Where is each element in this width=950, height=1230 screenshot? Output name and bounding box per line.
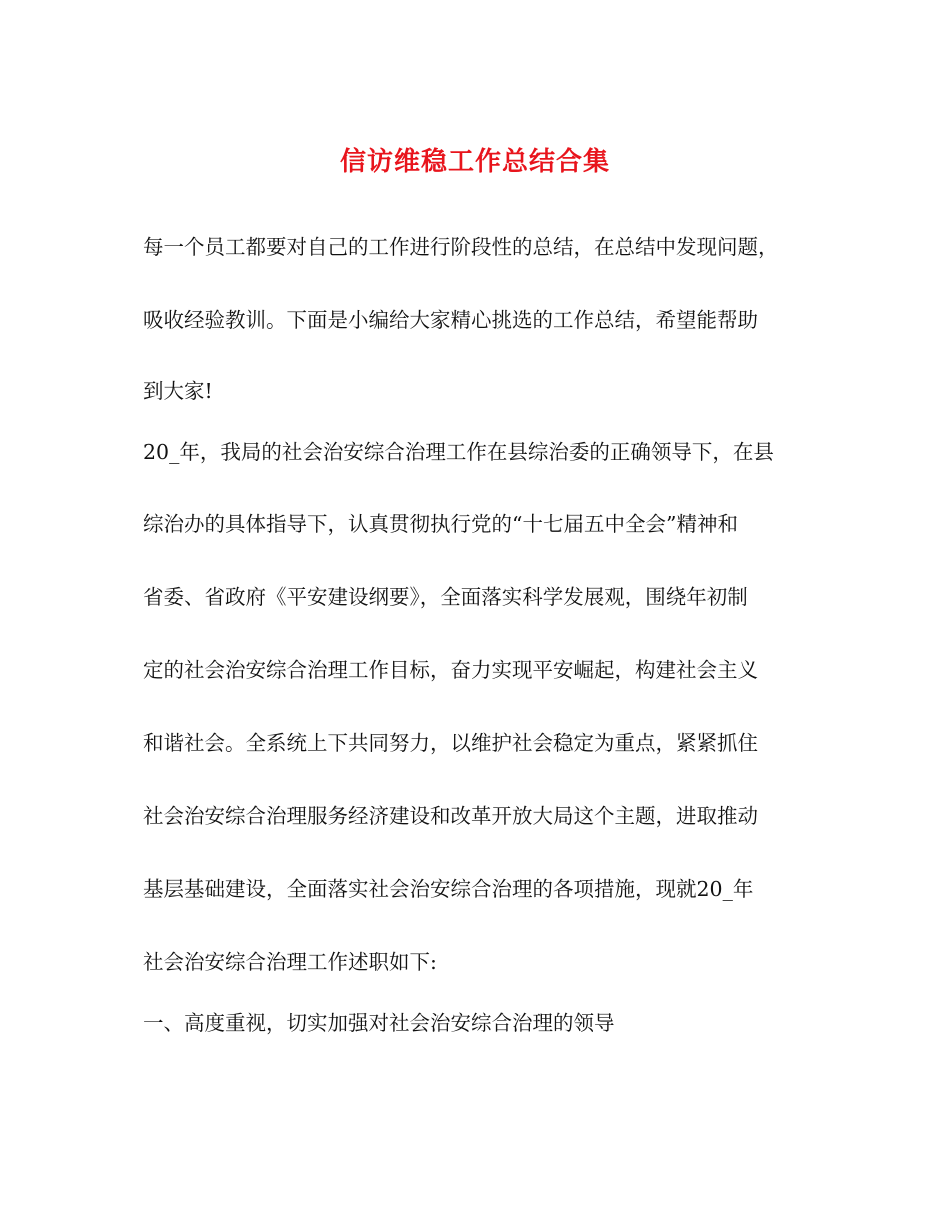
body-line-6: 省委、省政府《平安建设纲要》，全面落实科学发展观，围绕年初制	[143, 585, 748, 609]
body-line-5: 综治办的具体指导下，认真贯彻执行党的“十七届五中全会”精神和	[143, 512, 738, 536]
body-line-11: 社会治安综合治理工作述职如下:	[143, 950, 437, 974]
body-line-4: 20_年，我局的社会治安综合治理工作在县综治委的正确领导下，在县	[143, 440, 774, 464]
document-title: 信访维稳工作总结合集	[339, 147, 610, 177]
body-line-8: 和谐社会。全系统上下共同努力，以维护社会稳定为重点，紧紧抓住	[143, 731, 758, 755]
body-line-3: 到大家!	[143, 379, 213, 403]
section-heading-1: 一、高度重视，切实加强对社会治安综合治理的领导	[143, 1011, 615, 1035]
body-line-2: 吸收经验教训。下面是小编给大家精心挑选的工作总结，希望能帮助	[143, 308, 758, 332]
body-line-1: 每一个员工都要对自己的工作进行阶段性的总结，在总结中发现问题，	[143, 235, 779, 259]
body-line-9: 社会治安综合治理服务经济建设和改革开放大局这个主题，进取推动	[143, 804, 758, 828]
body-line-10: 基层基础建设，全面落实社会治安综合治理的各项措施，现就20_年	[143, 877, 754, 901]
body-line-7: 定的社会治安综合治理工作目标，奋力实现平安崛起，构建社会主义	[143, 658, 758, 682]
